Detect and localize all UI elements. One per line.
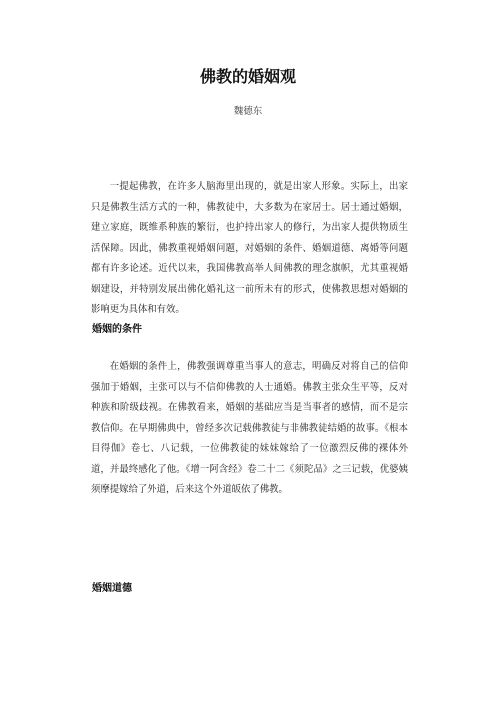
- section-heading-marriage-conditions: 婚姻的条件: [92, 324, 142, 335]
- section-paragraph-marriage-conditions: 在婚姻的条件上，佛教强调尊重当事人的意志，明确反对将自己的信仰强加于婚姻，主张可以与不信仰佛教的人士通婚。佛教主张众生平等，反对种族和阶级歧视。在佛教看来，婚姻的基础应当是当事者的感情，而不是宗教信仰。在早期佛典中，曾经多次记载佛教徒与非佛教徒结婚的故事。《根本目得伽》卷七、八记载，一位佛教徒的妹妹嫁给了一位激烈反佛的裸体外道，并最终感化了他。《增一阿含经》卷二十二《须陀品》之三记载，优婆姨须摩提嫁给了外道，后来这个外道皈依了佛教。: [91, 361, 408, 495]
- author-name: 魏德东: [233, 106, 263, 117]
- document-title: 佛教的婚姻观: [199, 67, 296, 86]
- section-heading-marriage-ethics: 婚姻道德: [92, 583, 132, 594]
- intro-paragraph: 一提起佛教，在许多人脑海里出现的，就是出家人形象。实际上，出家只是佛教生活方式的一种，佛教徒中，大多数为在家居士。居士通过婚姻，建立家庭，既维系种族的繁衍，也护持出家人的修行，为出家人提供物质生活保障。因此，佛教重视婚姻问题，对婚姻的条件、婚姻道德、离婚等问题都有许多论述。近代以来，我国佛教高举人间佛教的理念旗帜，尤其重视婚姻建设，并特别发展出佛化婚礼这一前所未有的形式，使佛教思想对婚姻的影响更为具体和有效。: [91, 181, 408, 315]
